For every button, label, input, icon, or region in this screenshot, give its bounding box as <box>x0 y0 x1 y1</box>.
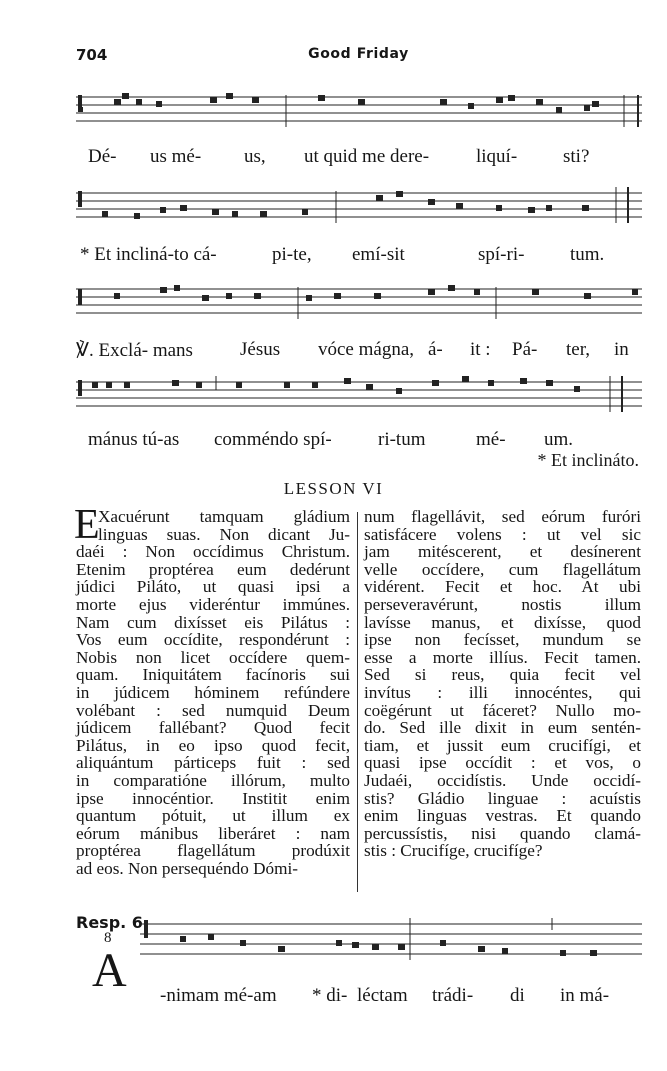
lesson-line: proptérea flagellátum prodúxit <box>76 841 350 861</box>
resp-syl-5: di <box>510 985 525 1006</box>
resp-syl-3: léctam <box>357 985 408 1006</box>
chant4-syl-3: ri-tum <box>378 429 426 450</box>
lesson-line: ad eos. Non persequéndo Dómi- <box>76 858 298 878</box>
lesson-line: júdici Piláto, ut quasi ipsi a <box>76 577 350 597</box>
chant1-syl-6: sti? <box>563 146 590 167</box>
lesson-line: linguas suas. Non dicant Ju- <box>98 524 350 544</box>
lesson-line: lavísse manus, et dixísse, quod <box>364 612 641 632</box>
chant4-syl-4: mé- <box>476 429 506 450</box>
lesson-line: Vos eum occídite, respondérunt : <box>76 630 350 650</box>
lesson-line: perseveravérunt, nostis illum <box>364 594 641 614</box>
lesson-line: Pilátus, in eo ipso quod fecit, <box>76 735 350 755</box>
chant1-syl-3: us, <box>244 146 266 167</box>
chant2-syl-2: pi-te, <box>272 244 312 265</box>
responsory-staff <box>140 918 642 962</box>
page-number: 704 <box>76 46 108 64</box>
lesson-line: júdicem fallébant? Quod fecit <box>76 718 350 738</box>
staff-lines-2 <box>76 187 642 231</box>
lesson-line: volébant : sed numquid Deum <box>76 700 350 720</box>
lesson-line: num flagellávit, sed eórum furóri <box>364 507 641 526</box>
responsory-label: Resp. 6 <box>76 913 143 932</box>
responsory-initial: A <box>92 944 127 997</box>
lesson-line: tiam, et jussit eum crucifígi, et <box>364 735 641 755</box>
resp-syl-6: in má- <box>560 985 610 1006</box>
chant-staff-2 <box>76 187 642 231</box>
chant-staff-3 <box>76 283 642 327</box>
chant-staff-4 <box>76 376 642 420</box>
chant1-syl-2: us mé- <box>150 146 202 167</box>
staff-lines-3 <box>76 283 642 327</box>
lesson-line: invítus : illi innocéntes, qui <box>364 682 641 702</box>
resp-syl-4: trádi- <box>432 985 474 1006</box>
resp-syl-1: -nimam mé-am <box>160 985 277 1006</box>
responsory-mode: 8 <box>104 930 112 946</box>
drop-cap: E <box>74 502 100 548</box>
lesson-line: aliquántum párticeps fuit : sed <box>76 753 350 773</box>
responsory-staff-lines <box>140 918 642 968</box>
lesson-line: velle occídere, cum flagellátum <box>364 559 641 579</box>
lesson-line: ipse non fecísset, mundum se <box>364 630 641 650</box>
lesson-line: Nobis non licet occídere quem- <box>76 647 350 667</box>
lesson-left-column <box>76 508 350 877</box>
lesson-line: coëgérunt ut fáceret? Nullo mo- <box>364 700 641 720</box>
chant2-syl-4: spí-ri- <box>478 244 525 265</box>
lesson-line: Nam cum dixísset eis Pilátus : <box>76 612 350 632</box>
lesson-line: jam mitéscerent, et desínerent <box>364 542 641 562</box>
chant-staff-1 <box>76 91 642 135</box>
chant2-syl-5: tum. <box>570 244 605 265</box>
lesson-line: enim linguas vestras. Et quando <box>364 806 641 826</box>
chant3-syl-1: ℣. Exclá- mans <box>76 340 193 361</box>
chant3-syl-4: á- <box>428 339 443 360</box>
lesson-line: vidérent. Fecit et hoc. At ubi <box>364 577 641 597</box>
lesson-line: percussístis, nisi quando clamá- <box>364 823 641 843</box>
lesson-line: quasi ipse occídit : et vos, o <box>364 753 641 773</box>
lesson-line: ipse innocéntior. Institit enim <box>76 788 350 808</box>
lesson-line: satisfácere volens : ut vel sic <box>364 524 641 544</box>
chant3-syl-8: in <box>614 339 629 360</box>
lesson-line: Judaéi, occidístis. Unde occidí- <box>364 770 641 790</box>
chant2-syl-1: * Et incliná-to cá- <box>80 244 217 265</box>
chant1-syl-5: liquí- <box>476 146 518 167</box>
lesson-right-column <box>364 508 641 860</box>
lesson-line: eórum mánibus liberáret : nam <box>76 823 350 843</box>
resp-syl-2: * di- <box>312 985 348 1006</box>
chant3-syl-3: vóce mágna, <box>318 339 415 360</box>
repeat-cue: * Et inclináto. <box>537 450 639 470</box>
chant1-syl-1: Dé- <box>88 146 117 167</box>
lesson-title: LESSON VI <box>283 479 384 498</box>
chant3-syl-2: Jésus <box>240 339 281 360</box>
lesson-line: esse a morte illíus. Fecit tamen. <box>364 647 641 667</box>
lesson-line: morte ejus videréntur immúnes. <box>76 594 350 614</box>
lesson-line: Sed si reus, quia fecit vel <box>364 665 641 685</box>
lesson-line: daéi : Non occídimus Christum. <box>76 542 350 562</box>
lesson-line: in júdicem hóminem refúndere <box>76 682 350 702</box>
lesson-line: quantum pótuit, ut illum ex <box>76 806 350 826</box>
chant2-syl-3: emí-sit <box>352 244 405 265</box>
lesson-line: stis? Gládio linguae : acuístis <box>364 788 641 808</box>
lesson-line: do. Sed ille dixit in eum sentén- <box>364 718 641 738</box>
lesson-line: in comparatióne illórum, multo <box>76 770 350 790</box>
lesson-line: stis : Crucifíge, crucifíge? <box>364 841 543 861</box>
lesson-line: quam. Iniquitátem facínoris sui <box>76 665 350 685</box>
lesson-line: Etenim proptérea eum dedérunt <box>76 559 350 579</box>
chant3-syl-7: ter, <box>566 339 591 360</box>
column-divider <box>357 512 358 892</box>
chant4-syl-5: um. <box>544 429 574 450</box>
chant3-syl-6: Pá- <box>512 339 538 360</box>
chant4-syl-1: mánus tú-as <box>88 429 180 450</box>
page-header <box>76 46 641 68</box>
running-title: Good Friday <box>308 46 409 62</box>
staff-lines-1 <box>76 91 642 135</box>
chant1-syl-4: ut quid me dere- <box>304 146 430 167</box>
lesson-line: Xacuérunt tamquam gládium <box>98 507 350 526</box>
chant3-syl-5: it : <box>470 339 491 360</box>
chant4-syl-2: comméndo spí- <box>214 429 332 450</box>
staff-lines-4 <box>76 376 642 420</box>
